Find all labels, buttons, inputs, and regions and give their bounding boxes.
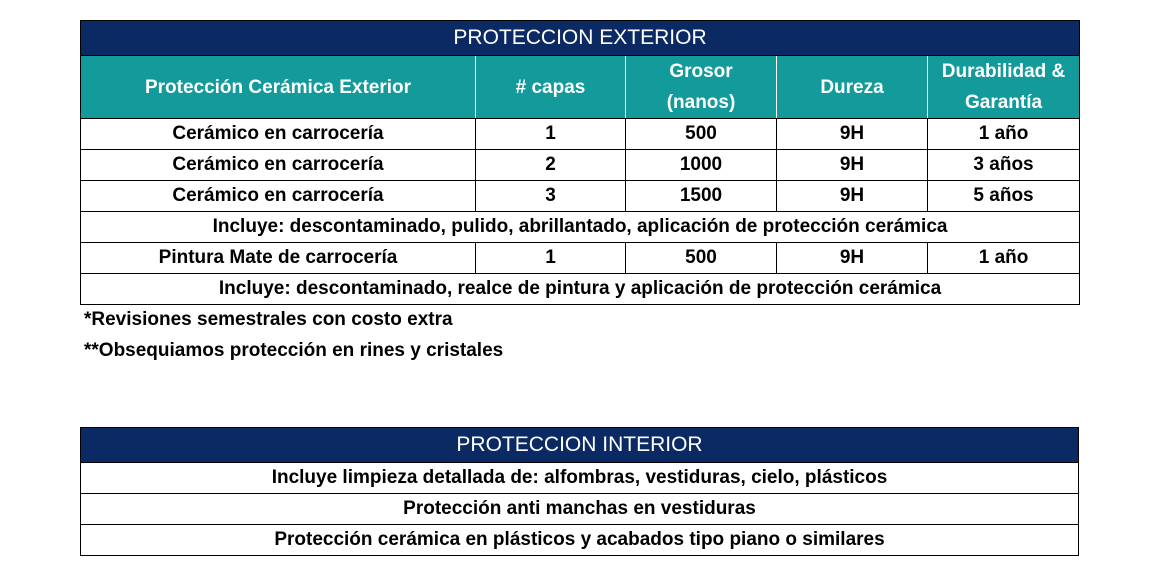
cell-durability: 1 año	[928, 243, 1080, 274]
interior-item: Protección cerámica en plásticos y acabados tipo piano o similares	[81, 525, 1079, 556]
note-revisions: *Revisiones semestrales con costo extra	[84, 309, 453, 330]
cell-service: Pintura Mate de carrocería	[81, 243, 476, 274]
cell-durability: 3 años	[928, 150, 1080, 181]
header-service: Protección Cerámica Exterior	[81, 56, 476, 119]
header-hardness: Dureza	[777, 56, 928, 119]
includes-text: Incluye: descontaminado, pulido, abrillantado, aplicación de protección cerámica	[81, 212, 1080, 243]
exterior-header-row	[81, 56, 1080, 119]
interior-table	[80, 427, 1079, 556]
cell-thickness: 1000	[626, 150, 777, 181]
cell-thickness: 500	[626, 243, 777, 274]
includes-row	[81, 274, 1080, 305]
exterior-title: PROTECCION EXTERIOR	[81, 21, 1080, 56]
table-row	[81, 494, 1079, 525]
table-row	[81, 119, 1080, 150]
cell-service: Cerámico en carrocería	[81, 181, 476, 212]
cell-service: Cerámico en carrocería	[81, 119, 476, 150]
header-durability-text: Durabilidad & Garantía	[941, 61, 1066, 113]
note-gift: **Obsequiamos protección en rines y cristales	[84, 340, 504, 361]
cell-thickness: 1500	[626, 181, 777, 212]
cell-layers: 1	[476, 119, 626, 150]
table-row	[81, 463, 1079, 494]
table-row	[81, 243, 1080, 274]
interior-title: PROTECCION INTERIOR	[81, 428, 1079, 463]
cell-hardness: 9H	[777, 119, 928, 150]
interior-item: Protección anti manchas en vestiduras	[81, 494, 1079, 525]
table-row	[81, 150, 1080, 181]
interior-item: Incluye limpieza detallada de: alfombras, vestiduras, cielo, plásticos	[81, 463, 1079, 494]
cell-hardness: 9H	[777, 150, 928, 181]
cell-layers: 3	[476, 181, 626, 212]
cell-service: Cerámico en carrocería	[81, 150, 476, 181]
cell-hardness: 9H	[777, 181, 928, 212]
cell-layers: 1	[476, 243, 626, 274]
header-thickness	[626, 56, 777, 119]
cell-durability: 1 año	[928, 119, 1080, 150]
header-thickness-text: Grosor (nanos)	[666, 61, 736, 113]
includes-text: Incluye: descontaminado, realce de pintura y aplicación de protección cerámica	[81, 274, 1080, 305]
cell-hardness: 9H	[777, 243, 928, 274]
table-row	[81, 181, 1080, 212]
table-row	[81, 525, 1079, 556]
exterior-table	[80, 20, 1080, 305]
header-durability	[928, 56, 1080, 119]
cell-thickness: 500	[626, 119, 777, 150]
header-layers: # capas	[476, 56, 626, 119]
includes-row	[81, 212, 1080, 243]
cell-durability: 5 años	[928, 181, 1080, 212]
cell-layers: 2	[476, 150, 626, 181]
